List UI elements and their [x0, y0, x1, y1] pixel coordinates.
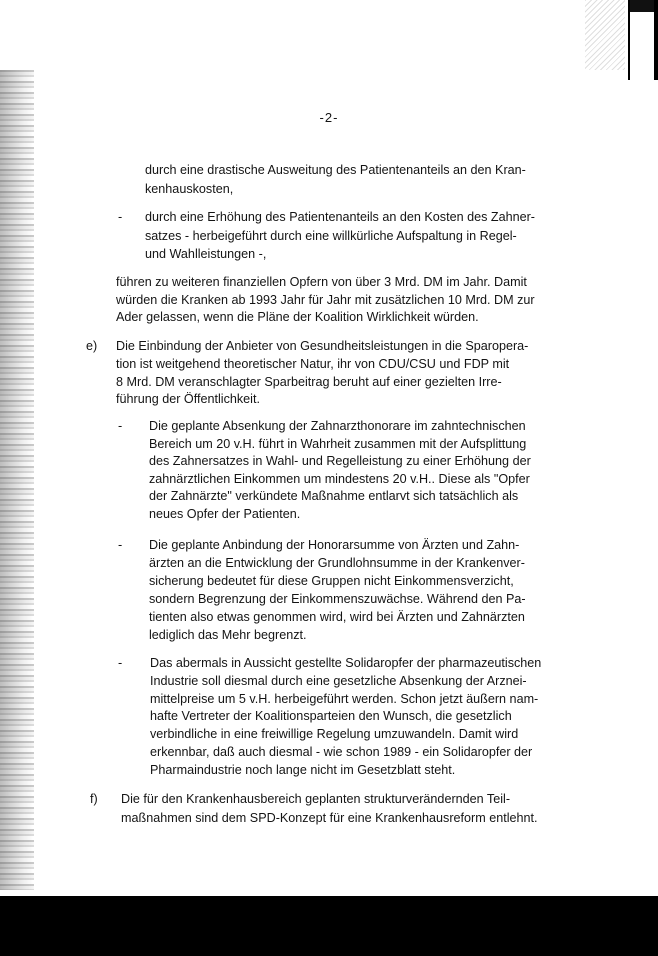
- page-number: -2-: [319, 110, 339, 125]
- text-line: neues Opfer der Patienten.: [149, 507, 301, 521]
- text-line: des Zahnersatzes in Wahl- und Regelleistung zu einer Erhöhung der: [149, 454, 531, 469]
- scan-edge-right: [628, 0, 658, 80]
- list-marker: -: [118, 210, 123, 224]
- text-line: sondern Begrenzung der Einkommenszuwächse. Während den Pa-: [149, 591, 526, 606]
- text-line: verbindliche in eine freiwillige Regelung umzuwandeln. Damit wird: [150, 727, 519, 742]
- text-line: Ader gelassen, wenn die Pläne der Koalition Wirklichkeit würden.: [116, 310, 479, 324]
- text-line: Die geplante Absenkung der Zahnarzthonorare im zahntechnischen: [149, 419, 526, 433]
- text-line: hafte Vertreter der Koalitionsparteien den Wunsch, die gesetzlich: [150, 709, 512, 724]
- scan-edge-bottom: [0, 896, 658, 956]
- text-line: Das abermals in Aussicht gestellte Solidaropfer der pharmazeutischen: [150, 656, 542, 670]
- text-line: Die Einbindung der Anbieter von Gesundheitsleistungen in die Sparopera-: [116, 339, 529, 353]
- list-marker: e): [86, 339, 98, 353]
- text-line: der Zahnärzte" verkündete Maßnahme entlarvt sich tatsächlich als: [149, 489, 519, 504]
- text-line: durch eine Erhöhung des Patientenanteils an den Kosten des Zahner-: [145, 210, 535, 224]
- list-marker: -: [118, 419, 123, 433]
- text-line: führung der Öffentlichkeit.: [116, 392, 260, 407]
- text-line: Die geplante Anbindung der Honorarsumme von Ärzten und Zahn-: [149, 538, 520, 552]
- list-marker: -: [118, 538, 123, 552]
- text-line: mittelpreise um 5 v.H. herbeigeführt werden. Schon jetzt äußern nam-: [150, 691, 539, 706]
- text-line: tienten also etwas genommen wird, wird bei Ärzten und Zahnärzten: [149, 609, 525, 624]
- text-line: Bereich um 20 v.H. führt in Wahrheit zusammen mit der Aufsplittung: [149, 436, 527, 451]
- text-line: Pharmaindustrie noch lange nicht im Gesetzblatt steht.: [150, 762, 456, 777]
- text-line: würden die Kranken ab 1993 Jahr für Jahr mit zusätzlichen 10 Mrd. DM zur: [116, 292, 535, 307]
- text-line: Die für den Krankenhausbereich geplanten strukturverändernden Teil-: [121, 792, 511, 806]
- text-line: lediglich das Mehr begrenzt.: [149, 627, 307, 642]
- text-line: maßnahmen sind dem SPD-Konzept für eine Krankenhausreform entlehnt.: [121, 810, 538, 825]
- scan-edge-left: [0, 70, 34, 890]
- list-marker: -: [118, 656, 123, 670]
- text-line: und Wahlleistungen -,: [145, 247, 267, 261]
- text-line: durch eine drastische Ausweitung des Patientenanteils an den Kran-: [145, 163, 526, 177]
- text-line: kenhauskosten,: [145, 181, 234, 196]
- text-line: 8 Mrd. DM veranschlagter Sparbeitrag beruht auf einer gezielten Irre-: [116, 374, 502, 389]
- text-line: erkennbar, daß auch diesmal - wie schon 1989 - ein Solidaropfer der: [150, 745, 533, 759]
- text-line: sicherung bedeutet für diese Gruppen nicht Einkommensverzicht,: [149, 573, 514, 588]
- text-line: führen zu weiteren finanziellen Opfern von über 3 Mrd. DM im Jahr. Damit: [116, 275, 527, 289]
- list-marker: f): [90, 792, 98, 806]
- text-line: satzes - herbeigeführt durch eine willkürliche Aufspaltung in Regel-: [145, 228, 517, 243]
- text-line: tion ist weitgehend theoretischer Natur, ihr von CDU/CSU und FDP mit: [116, 356, 510, 371]
- text-line: ärzten an die Entwicklung der Grundlohnsumme in der Krankenver-: [149, 555, 525, 570]
- text-line: zahnärztlichen Einkommen um mindestens 20 v.H.. Diese als "Opfer: [149, 471, 530, 486]
- text-line: Industrie soll diesmal durch eine gesetzliche Absenkung der Arznei-: [150, 673, 527, 688]
- scan-specks-top: [585, 0, 625, 70]
